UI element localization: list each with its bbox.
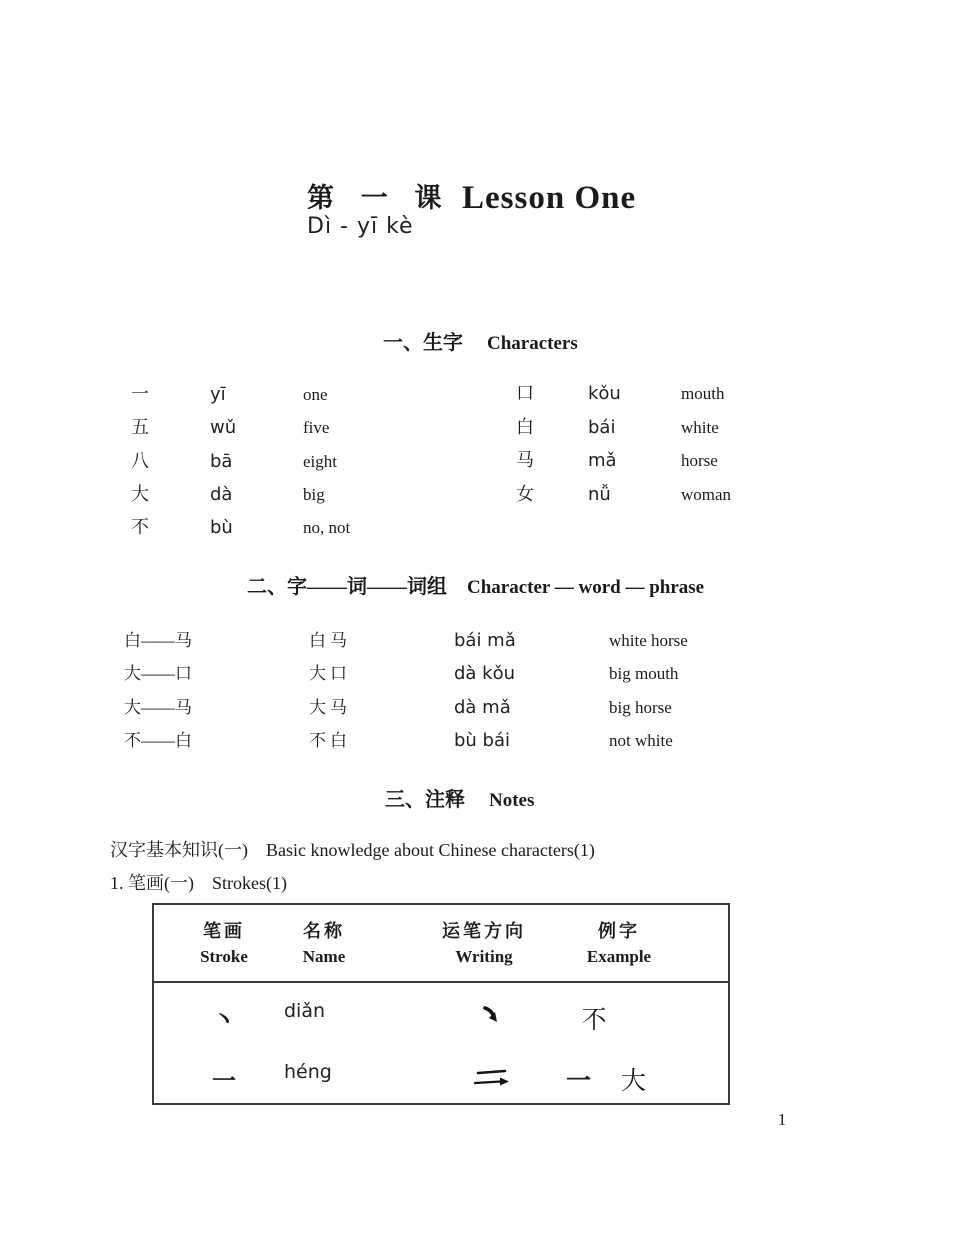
section-characters-heading (383, 326, 578, 355)
table-header-divider (154, 981, 728, 983)
notes-intro-line (110, 836, 595, 862)
character-pair: 大——口 (124, 664, 192, 683)
table-header-stroke-zh: 笔画 (203, 921, 245, 941)
vocab-english: big (303, 485, 325, 504)
table-header-stroke (154, 917, 294, 967)
word-pinyin: dà mǎ (454, 697, 511, 718)
table-header-name-zh: 名称 (303, 921, 345, 941)
word-phrase-row (124, 626, 688, 652)
vocab-row (131, 380, 328, 406)
word: 大口 (309, 664, 351, 683)
vocab-hanzi: 口 (516, 383, 534, 403)
word: 白马 (309, 631, 351, 650)
vocab-english: mouth (681, 384, 725, 403)
notes-intro-zh: 汉字基本知识(一) (110, 840, 248, 860)
lesson-title-hanzi: 第 一 课 (307, 183, 444, 213)
lesson-title-english: Lesson One (462, 180, 637, 216)
vocab-hanzi: 白 (516, 417, 534, 437)
stroke-name: diǎn (284, 1000, 326, 1022)
section-notes-heading (385, 783, 534, 812)
vocab-row (516, 413, 719, 439)
table-header-writing (414, 917, 554, 967)
section-word-phrase-heading (247, 570, 704, 599)
vocab-hanzi: 八 (131, 451, 149, 471)
example-character-yi: 一 (566, 1068, 592, 1095)
vocab-english: white (681, 418, 719, 437)
table-header-name-en: Name (302, 947, 346, 966)
stroke-glyph-dot: 丶 (212, 1008, 236, 1034)
table-header-example-en: Example (586, 947, 652, 966)
word-english: big mouth (609, 664, 679, 683)
vocab-pinyin: mǎ (588, 450, 617, 471)
horizontal-right-arrow-icon (464, 1067, 519, 1094)
word-pinyin: dà kǒu (454, 663, 516, 684)
vocab-pinyin: kǒu (588, 383, 621, 404)
section-notes-heading-zh: 三、注释 (385, 789, 465, 811)
vocab-hanzi: 女 (516, 484, 534, 504)
vocab-english: woman (681, 485, 732, 504)
vocab-pinyin: dà (210, 484, 233, 505)
vocab-hanzi: 不 (131, 517, 149, 537)
vocab-pinyin: bā (210, 451, 233, 472)
vocab-pinyin: nǚ (588, 484, 611, 505)
section-notes-heading-en: Notes (489, 790, 535, 811)
vocab-row (131, 480, 325, 506)
vocab-hanzi: 一 (131, 384, 149, 404)
page-number: 1 (777, 1110, 787, 1129)
stroke-name: héng (284, 1061, 332, 1083)
vocab-hanzi: 五 (131, 417, 149, 437)
vocab-hanzi: 马 (516, 450, 534, 470)
section-characters-heading-en: Characters (487, 333, 578, 354)
vocab-pinyin: wǔ (210, 417, 237, 438)
vocab-row (131, 413, 329, 439)
dot-downright-arrow-icon (464, 1005, 519, 1032)
vocab-english: one (303, 385, 328, 404)
table-header-example (564, 917, 674, 967)
vocab-pinyin: bù (210, 517, 233, 538)
word: 不白 (309, 731, 351, 750)
vocab-english: five (303, 418, 330, 437)
notes-sub-en: Strokes(1) (212, 873, 287, 893)
table-header-writing-en: Writing (455, 947, 513, 966)
section-word-phrase-heading-en: Character — word — phrase (467, 577, 705, 598)
word-pinyin: bái mǎ (454, 630, 516, 651)
table-header-stroke-en: Stroke (200, 947, 248, 966)
word-english: big horse (609, 698, 672, 717)
example-character-da: 大 (621, 1068, 647, 1095)
stroke-glyph-horizontal: 一 (212, 1069, 236, 1095)
vocab-row (516, 446, 718, 472)
character-pair: 大——马 (124, 698, 192, 717)
notes-sub-zh: 1. 笔画(一) (110, 873, 194, 893)
vocab-pinyin: bái (588, 417, 616, 438)
word-phrase-row (124, 693, 672, 719)
table-header-example-zh: 例字 (598, 921, 640, 941)
table-header-writing-zh: 运笔方向 (442, 921, 526, 941)
word-english: not white (609, 731, 673, 750)
lesson-title-pinyin: Dì - yī kè (307, 214, 414, 239)
word: 大马 (309, 698, 351, 717)
table-header-name (274, 917, 374, 967)
example-characters (566, 1061, 646, 1097)
vocab-english: no, not (303, 518, 351, 537)
notes-sub-line (110, 869, 287, 895)
notes-intro-en: Basic knowledge about Chinese characters(1) (266, 840, 595, 860)
vocab-english: horse (681, 451, 718, 470)
section-word-phrase-heading-zh: 二、字——词——词组 (247, 576, 447, 598)
vocab-hanzi: 大 (131, 484, 149, 504)
vocab-pinyin: yī (210, 384, 226, 405)
vocab-row (131, 513, 350, 539)
vocab-row (516, 480, 731, 506)
section-characters-heading-zh: 一、生字 (383, 332, 463, 354)
vocab-row (131, 447, 337, 473)
word-english: white horse (609, 631, 688, 650)
word-phrase-row (124, 659, 678, 685)
word-phrase-row (124, 726, 673, 752)
strokes-table (152, 903, 730, 1105)
example-character-bu: 不 (581, 1007, 607, 1034)
character-pair: 白——马 (124, 631, 192, 650)
vocab-row (516, 379, 724, 405)
vocab-english: eight (303, 452, 337, 471)
word-pinyin: bù bái (454, 730, 511, 751)
character-pair: 不——白 (124, 731, 192, 750)
